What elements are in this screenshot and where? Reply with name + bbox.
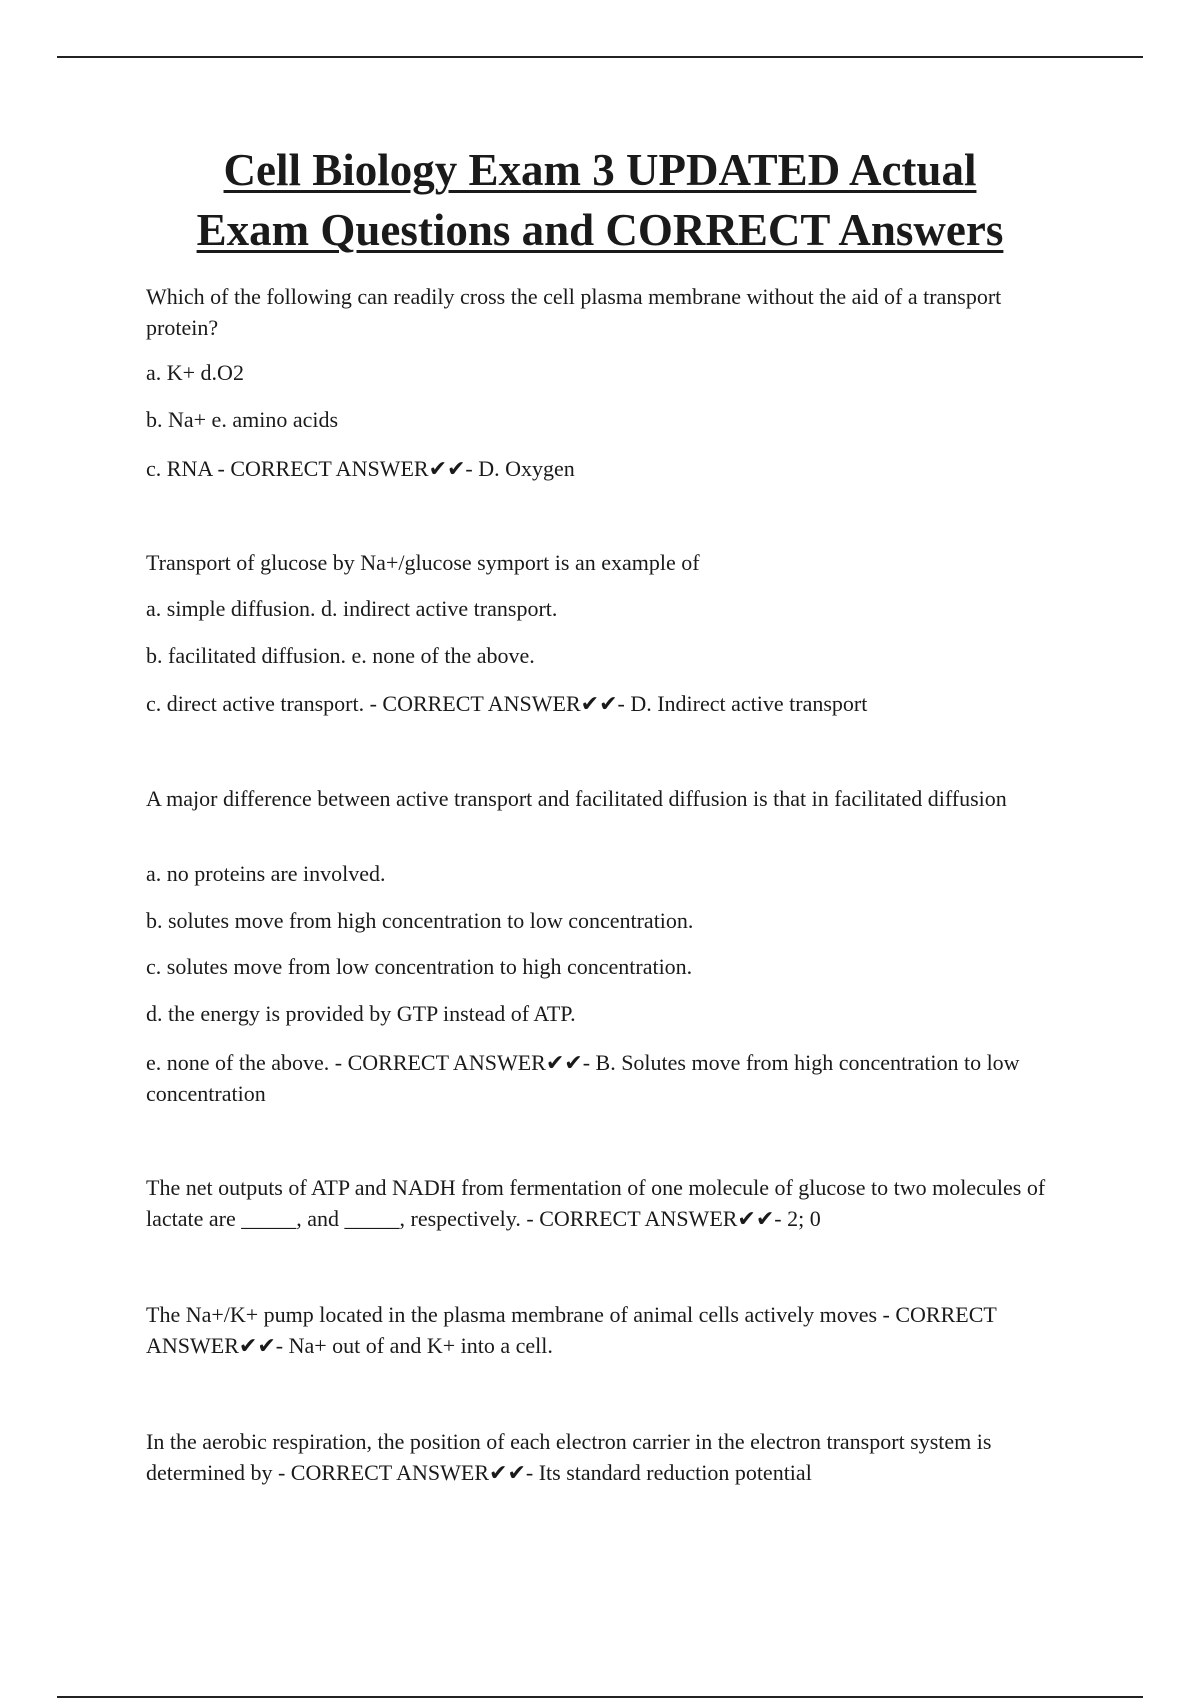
title-line-1: Cell Biology Exam 3 UPDATED Actual — [223, 145, 977, 195]
question-4-text: The net outputs of ATP and NADH from fermentation of one molecule of glucose to two molecules of lactate are _____, and _____, respectively. - CORRECT ANSWER✔✔- 2; 0 — [146, 1175, 1046, 1231]
question-2-option-a: a. simple diffusion. d. indirect active transport. — [146, 596, 558, 621]
question-3-option-a: a. no proteins are involved. — [146, 861, 386, 886]
question-1-option-b: b. Na+ e. amino acids — [146, 407, 339, 432]
question-2-answer: c. direct active transport. - CORRECT ANSWER✔✔- D. Indirect active transport — [146, 691, 868, 716]
bottom-rule — [57, 1696, 1143, 1698]
question-3-option-d: d. the energy is provided by GTP instead of ATP. — [146, 1001, 576, 1026]
question-6-text: In the aerobic respiration, the position of each electron carrier in the electron transport system is determined by - CORRECT ANSWER✔✔- Its standard reduction potential — [146, 1429, 992, 1485]
question-5-text: The Na+/K+ pump located in the plasma membrane of animal cells actively moves - CORRECT ANSWER✔✔- Na+ out of and K+ into a cell. — [146, 1302, 997, 1358]
question-3-option-b: b. solutes move from high concentration to low concentration. — [146, 908, 694, 933]
question-2-stem: Transport of glucose by Na+/glucose symport is an example of — [146, 550, 700, 575]
top-rule — [57, 56, 1143, 58]
question-3-answer: e. none of the above. - CORRECT ANSWER✔✔- B. Solutes move from high concentration to low concentration — [146, 1050, 1020, 1106]
question-1-answer: c. RNA - CORRECT ANSWER✔✔- D. Oxygen — [146, 456, 575, 481]
page-title — [60, 140, 1140, 260]
question-1-stem: Which of the following can readily cross the cell plasma membrane without the aid of a transport protein? — [146, 284, 1002, 340]
question-3-option-c: c. solutes move from low concentration to high concentration. — [146, 954, 693, 979]
question-1-option-a: a. K+ d.O2 — [146, 360, 244, 385]
question-2-option-b: b. facilitated diffusion. e. none of the above. — [146, 643, 535, 668]
title-line-2: Exam Questions and CORRECT Answers — [196, 205, 1004, 255]
question-3-stem: A major difference between active transport and facilitated diffusion is that in facilitated diffusion — [146, 786, 1007, 811]
